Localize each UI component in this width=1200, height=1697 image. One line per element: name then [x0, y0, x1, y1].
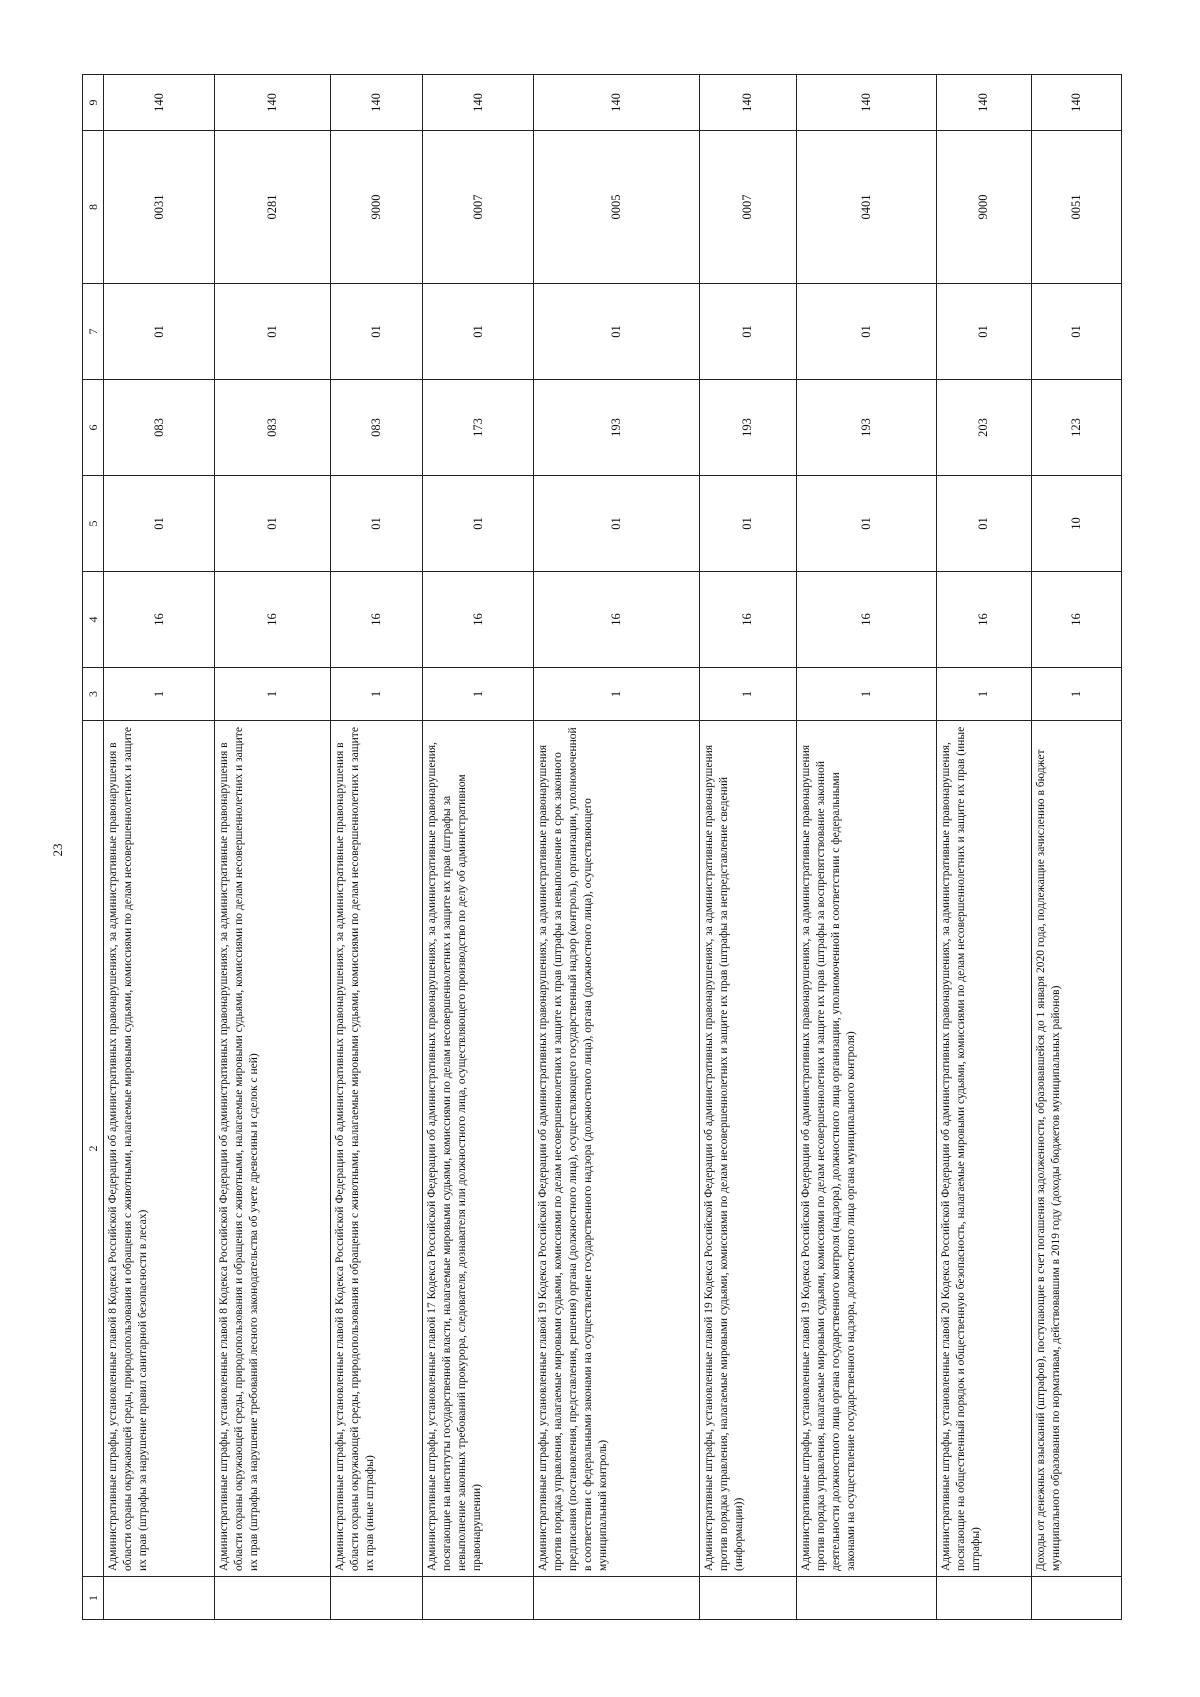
table-row [330, 75, 422, 1620]
cell-col-5: 01 [534, 476, 700, 572]
column-header: 4 [83, 572, 104, 668]
table-row [700, 75, 797, 1620]
cell-col-4: 16 [534, 572, 700, 668]
cell-col-7: 01 [330, 284, 422, 380]
cell-col-4: 16 [700, 572, 797, 668]
table-row [796, 75, 937, 1620]
cell-col-9: 140 [700, 75, 797, 131]
cell-col-8: 0281 [215, 131, 330, 284]
cell-col-9: 140 [330, 75, 422, 131]
cell-description: Административные штрафы, установленные главой 8 Кодекса Российской Федерации об административных правонарушениях, за административные правонарушения в области охраны окружающей среды, природопользования и обращения с животными, налагаемые мировыми судьями, комиссиями по делам несовершеннолетних и защите их прав (штрафы за нарушение правил санитарной безопасности в лесах) [104, 721, 215, 1577]
cell-col-5: 01 [104, 476, 215, 572]
cell-description: Административные штрафы, установленные главой 19 Кодекса Российской Федерации об административных правонарушениях, за административные правонарушения против порядка управления, налагаемые мировыми судьями, комиссиями по делам несовершеннолетних и защите их прав (штрафы за непредставление сведений (информации)) [700, 721, 797, 1577]
cell-col-7: 01 [104, 284, 215, 380]
cell-col-6: 083 [330, 380, 422, 476]
cell-col-5: 01 [215, 476, 330, 572]
cell-col-4: 16 [937, 572, 1031, 668]
cell-description: Доходы от денежных взысканий (штрафов), поступающие в счет погашения задолженности, образовавшейся до 1 января 2020 года, подлежащие зачислению в бюджет муниципального образования по нормативам, действовавшим в 2019 году (доходы бюджетов муниципальных районов) [1031, 721, 1121, 1577]
cell-col-5: 01 [700, 476, 797, 572]
table-row [1031, 75, 1121, 1620]
cell-col-1 [215, 1577, 330, 1620]
cell-col-9: 140 [423, 75, 534, 131]
cell-col-5: 01 [330, 476, 422, 572]
column-header: 9 [83, 75, 104, 131]
cell-col-6: 173 [423, 380, 534, 476]
cell-col-6: 193 [534, 380, 700, 476]
cell-col-7: 01 [700, 284, 797, 380]
cell-col-6: 083 [215, 380, 330, 476]
cell-col-8: 9000 [330, 131, 422, 284]
column-header: 3 [83, 668, 104, 721]
cell-col-3: 1 [700, 668, 797, 721]
cell-col-6: 083 [104, 380, 215, 476]
cell-col-7: 01 [937, 284, 1031, 380]
cell-col-3: 1 [423, 668, 534, 721]
column-header: 6 [83, 380, 104, 476]
cell-col-3: 1 [796, 668, 937, 721]
cell-description: Административные штрафы, установленные главой 8 Кодекса Российской Федерации об административных правонарушениях, за административные правонарушения в области охраны окружающей среды, природопользования и обращения с животными, налагаемые мировыми судьями, комиссиями по делам несовершеннолетних и защите их прав (иные штрафы) [330, 721, 422, 1577]
cell-col-6: 193 [796, 380, 937, 476]
page-number: 23 [50, 843, 65, 857]
cell-col-1 [330, 1577, 422, 1620]
cell-col-5: 01 [423, 476, 534, 572]
table-row [423, 75, 534, 1620]
cell-col-4: 16 [423, 572, 534, 668]
column-header: 7 [83, 284, 104, 380]
cell-col-7: 01 [423, 284, 534, 380]
cell-col-9: 140 [1031, 75, 1121, 131]
cell-col-1 [700, 1577, 797, 1620]
table-row [937, 75, 1031, 1620]
cell-col-3: 1 [104, 668, 215, 721]
column-header: 1 [83, 1577, 104, 1620]
cell-col-7: 01 [1031, 284, 1121, 380]
rotated-table-container [82, 75, 1122, 1620]
cell-col-4: 16 [330, 572, 422, 668]
cell-col-8: 0031 [104, 131, 215, 284]
cell-col-9: 140 [796, 75, 937, 131]
cell-col-3: 1 [534, 668, 700, 721]
cell-col-6: 193 [700, 380, 797, 476]
cell-col-7: 01 [215, 284, 330, 380]
cell-col-8: 0007 [700, 131, 797, 284]
cell-description: Административные штрафы, установленные главой 19 Кодекса Российской Федерации об административных правонарушениях, за административные правонарушения против порядка управления, налагаемые мировыми судьями, комиссиями по делам несовершеннолетних и защите их прав (штрафы за невыполнение в срок законного предписания (постановления, представления, решения) органа (должностного лица), осуществляющего государственный надзор (контроль), организации, уполномоченной в соответствии с федеральными законами на осуществление государственного надзора (должностного лица), органа (должностного лица), осуществляющего муниципальный контроль) [534, 721, 700, 1577]
cell-col-1 [1031, 1577, 1121, 1620]
cell-col-8: 0005 [534, 131, 700, 284]
cell-col-5: 01 [796, 476, 937, 572]
cell-col-9: 140 [534, 75, 700, 131]
budget-classification-table [82, 74, 1122, 1620]
cell-col-6: 203 [937, 380, 1031, 476]
cell-col-4: 16 [215, 572, 330, 668]
cell-description: Административные штрафы, установленные главой 17 Кодекса Российской Федерации об административных правонарушениях, за административные правонарушения, посягающие на институты государственной власти, налагаемые мировыми судьями, комиссиями по делам несовершеннолетних и защите их прав (штрафы за невыполнение законных требований прокурора, следователя, дознавателя или должностного лица, осуществляющего производство по делу об административном правонарушении) [423, 721, 534, 1577]
cell-col-8: 0007 [423, 131, 534, 284]
cell-col-1 [104, 1577, 215, 1620]
cell-col-7: 01 [796, 284, 937, 380]
cell-col-8: 0051 [1031, 131, 1121, 284]
cell-col-4: 16 [1031, 572, 1121, 668]
column-header: 2 [83, 721, 104, 1577]
table-row [534, 75, 700, 1620]
table-row [104, 75, 215, 1620]
column-header: 8 [83, 131, 104, 284]
cell-col-6: 123 [1031, 380, 1121, 476]
cell-col-9: 140 [104, 75, 215, 131]
cell-col-5: 01 [937, 476, 1031, 572]
cell-col-1 [937, 1577, 1031, 1620]
header-row [83, 75, 104, 1620]
cell-col-1 [796, 1577, 937, 1620]
column-header: 5 [83, 476, 104, 572]
cell-col-3: 1 [215, 668, 330, 721]
cell-col-9: 140 [215, 75, 330, 131]
cell-col-3: 1 [330, 668, 422, 721]
cell-col-3: 1 [1031, 668, 1121, 721]
cell-col-7: 01 [534, 284, 700, 380]
cell-description: Административные штрафы, установленные главой 20 Кодекса Российской Федерации об административных правонарушениях, за административные правонарушения, посягающие на общественный порядок и общественную безопасность, налагаемые мировыми судьями, комиссиями по делам несовершеннолетних и защите их прав (иные штрафы) [937, 721, 1031, 1577]
cell-description: Административные штрафы, установленные главой 8 Кодекса Российской Федерации об административных правонарушениях, за административные правонарушения в области охраны окружающей среды, природопользования и обращения с животными, налагаемые мировыми судьями, комиссиями по делам несовершеннолетних и защите их прав (штрафы за нарушение требований лесного законодательства об учете древесины и сделок с ней) [215, 721, 330, 1577]
cell-col-1 [534, 1577, 700, 1620]
cell-col-9: 140 [937, 75, 1031, 131]
cell-col-8: 9000 [937, 131, 1031, 284]
cell-col-4: 16 [104, 572, 215, 668]
cell-col-5: 10 [1031, 476, 1121, 572]
table-row [215, 75, 330, 1620]
cell-col-1 [423, 1577, 534, 1620]
cell-description: Административные штрафы, установленные главой 19 Кодекса Российской Федерации об административных правонарушениях, за административные правонарушения против порядка управления, налагаемые мировыми судьями, комиссиями по делам несовершеннолетних и защите их прав (штрафы за воспрепятствование законной деятельности должностного лица органа государственного контроля (надзора), должностного лица организации, уполномоченной в соответствии с федеральными законами на осуществление государственного надзора, должностного лица органа муниципального контроля) [796, 721, 937, 1577]
cell-col-4: 16 [796, 572, 937, 668]
cell-col-8: 0401 [796, 131, 937, 284]
cell-col-3: 1 [937, 668, 1031, 721]
